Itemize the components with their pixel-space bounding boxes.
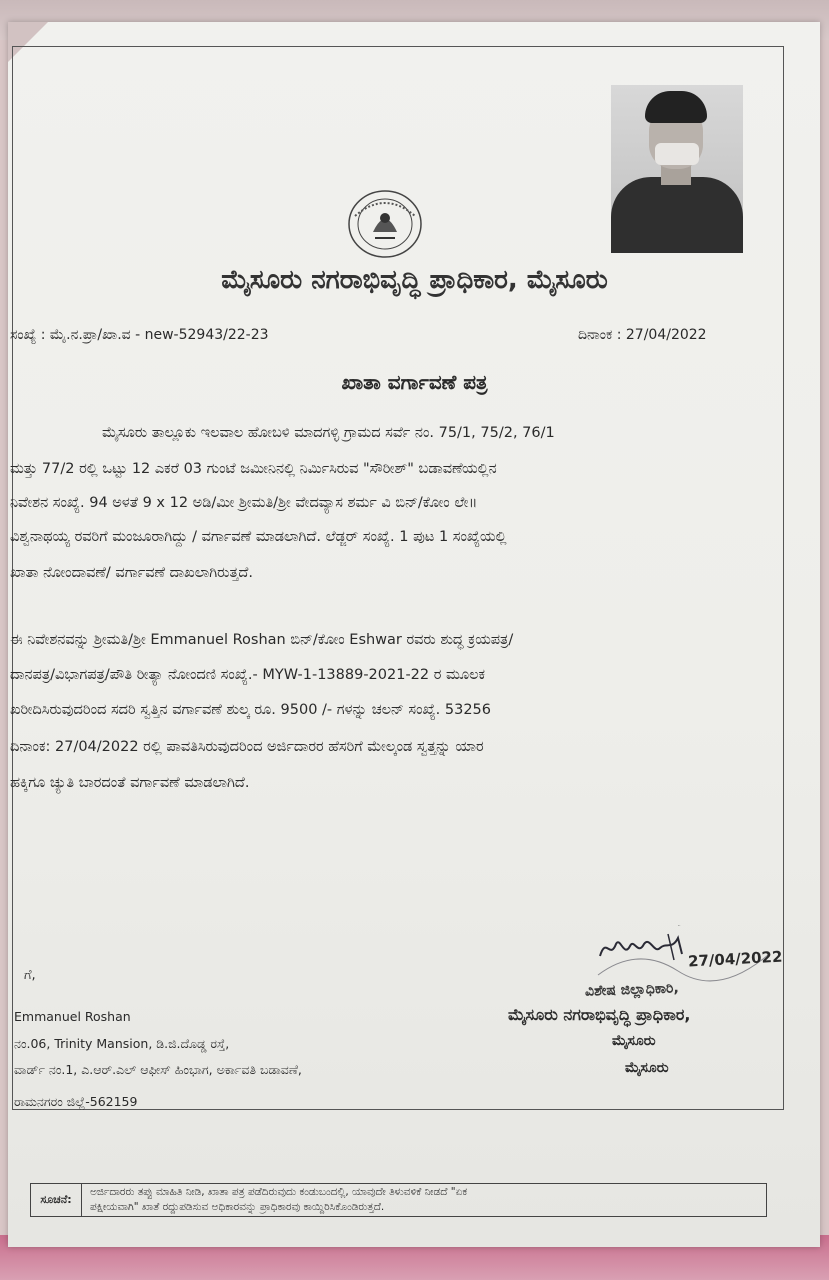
signing-authority: ಮೈಸೂರು ನಗರಾಭಿವೃದ್ಧಿ ಪ್ರಾಧಿಕಾರ, [508, 1005, 691, 1024]
paragraph2-line: ಖರೀದಿಸಿರುವುದರಿಂದ ಸದರಿ ಸ್ವತ್ತಿನ ವರ್ಗಾವಣೆ ಶುಲ್ಕ ರೂ. 9500 /- ಗಳನ್ನು ಚಲನ್ ಸಂಖ್ಯೆ. 53256 [10, 702, 491, 718]
emblem-seal-icon [345, 188, 425, 260]
notice-line: ಪಕ್ಷೀಯವಾಗಿ" ಖಾತೆ ರದ್ದುಪಡಿಸುವ ಅಧಿಕಾರವನ್ನು ಪ್ರಾಧಿಕಾರವು ಕಾಯ್ದಿರಿಸಿಕೊಂಡಿರುತ್ತದೆ. [90, 1201, 385, 1213]
address-line: ನಂ.06, Trinity Mansion, ಡಿ.ಜಿ.ದೊಡ್ಡ ರಸ್ತೆ, [14, 1036, 230, 1051]
paragraph1-line: ವಿಶ್ವನಾಥಯ್ಯ ರವರಿಗೆ ಮಂಜೂರಾಗಿದ್ದು / ವರ್ಗಾವಣೆ ಮಾಡಲಾಗಿದೆ. ಲೆಡ್ಜರ್ ಸಂಖ್ಯೆ. 1 ಪುಟ 1 ಸಂಖ್ಯೆಯಲ್ಲಿ [10, 529, 507, 545]
recipient-name: Emmanuel Roshan [14, 1009, 131, 1024]
signature-date: 27/04/2022 [687, 947, 783, 971]
document-subtitle: ಖಾತಾ ವರ್ಗಾವಣೆ ಪತ್ರ [341, 370, 488, 394]
signing-city-stamp: ಮೈಸೂರು [625, 1060, 669, 1076]
applicant-photo [611, 85, 743, 253]
signing-city: ಮೈಸೂರು [612, 1033, 656, 1049]
reference-number: ಸಂಖ್ಯೆ : ಮೈ.ನ.ಪ್ರಾ/ಖಾ.ವ - new-52943/22-23 [10, 327, 269, 343]
paragraph2-line: ದಿನಾಂಕ: 27/04/2022 ರಲ್ಲಿ ಪಾವತಿಸಿರುವುದರಿಂದ ಅರ್ಜಿದಾರರ ಹೆಸರಿಗೆ ಮೇಲ್ಕಂಡ ಸ್ವತ್ತನ್ನು ಯಾರ [10, 739, 484, 755]
handwritten-signature-icon [598, 930, 688, 966]
notice-label: ಸೂಚನೆ: [31, 1184, 82, 1216]
issue-date: ದಿನಾಂಕ : 27/04/2022 [578, 327, 707, 343]
paragraph1-line: ಖಾತಾ ನೋಂದಾವಣೆ/ ವರ್ಗಾವಣೆ ದಾಖಲಾಗಿರುತ್ತದೆ. [10, 565, 253, 581]
officer-title: ವಿಶೇಷ ಜಿಲ್ಲಾಧಿಕಾರಿ, [584, 980, 680, 1000]
address-line: ರಾಮನಗರಂ ಜಿಲ್ಲೆ-562159 [14, 1094, 138, 1109]
paragraph1-line: ನಿವೇಶನ ಸಂಖ್ಯೆ. 94 ಅಳತೆ 9 x 12 ಅಡಿ/ಮೀ ಶ್ರೀಮತಿ/ಶ್ರೀ ವೇದವ್ಯಾಸ ಶರ್ಮ ವಿ ಬಿನ್/ಕೋಂ ಲೇ॥ [10, 495, 478, 511]
address-line: ವಾರ್ಡ್ ನಂ.1, ಎ.ಆರ್.ಎಲ್ ಆಫೀಸ್ ಹಿಂಭಾಗ, ಅರ್ಕಾವತಿ ಬಡಾವಣೆ, [14, 1062, 302, 1077]
authority-title: ಮೈಸೂರು ನಗರಾಭಿವೃದ್ಧಿ ಪ್ರಾಧಿಕಾರ, ಮೈಸೂರು [221, 265, 608, 295]
notice-line: ಅರ್ಜಿದಾರರು ತಪ್ಪು ಮಾಹಿತಿ ನೀಡಿ, ಖಾತಾ ಪತ್ರ ಪಡೆದಿರುವುದು ಕಂಡುಬಂದಲ್ಲಿ, ಯಾವುದೇ ತಿಳುವಳಿಕೆ ನೀಡದೆ "ಏಕ [90, 1186, 468, 1198]
paragraph1-line: ಮತ್ತು 77/2 ರಲ್ಲಿ ಒಟ್ಟು 12 ಎಕರೆ 03 ಗುಂಟೆ ಜಮೀನಿನಲ್ಲಿ ನಿರ್ಮಿಸಿರುವ "ಸೌರೀಶ್" ಬಡಾವಣೆಯಲ್ಲಿನ [10, 461, 497, 477]
recipient-label: ಗೆ, [24, 968, 36, 983]
paragraph1-line: ಮೈಸೂರು ತಾಲ್ಲೂಕು ಇಲವಾಲ ಹೋಬಳಿ ಮಾದಗಳ್ಳಿ ಗ್ರಾಮದ ಸರ್ವೆ ನಂ. 75/1, 75/2, 76/1 [102, 425, 555, 441]
paragraph2-line: ಹಕ್ಕಿಗೂ ಚ್ಯುತಿ ಬಾರದಂತೆ ವರ್ಗಾವಣೆ ಮಾಡಲಾಗಿದೆ. [10, 775, 250, 791]
paragraph2-line: ದಾನಪತ್ರ/ವಿಭಾಗಪತ್ರ/ಪೌತಿ ರೀತ್ಯಾ ನೋಂದಣಿ ಸಂಖ್ಯೆ.- MYW-1-13889-2021-22 ರ ಮೂಲಕ [10, 667, 485, 683]
paragraph2-line: ಈ ನಿವೇಶನವನ್ನು ಶ್ರೀಮತಿ/ಶ್ರೀ Emmanuel Roshan ಬಿನ್/ಕೋಂ Eshwar ರವರು ಶುದ್ಧ ಕ್ರಯಪತ್ರ/ [10, 632, 514, 648]
